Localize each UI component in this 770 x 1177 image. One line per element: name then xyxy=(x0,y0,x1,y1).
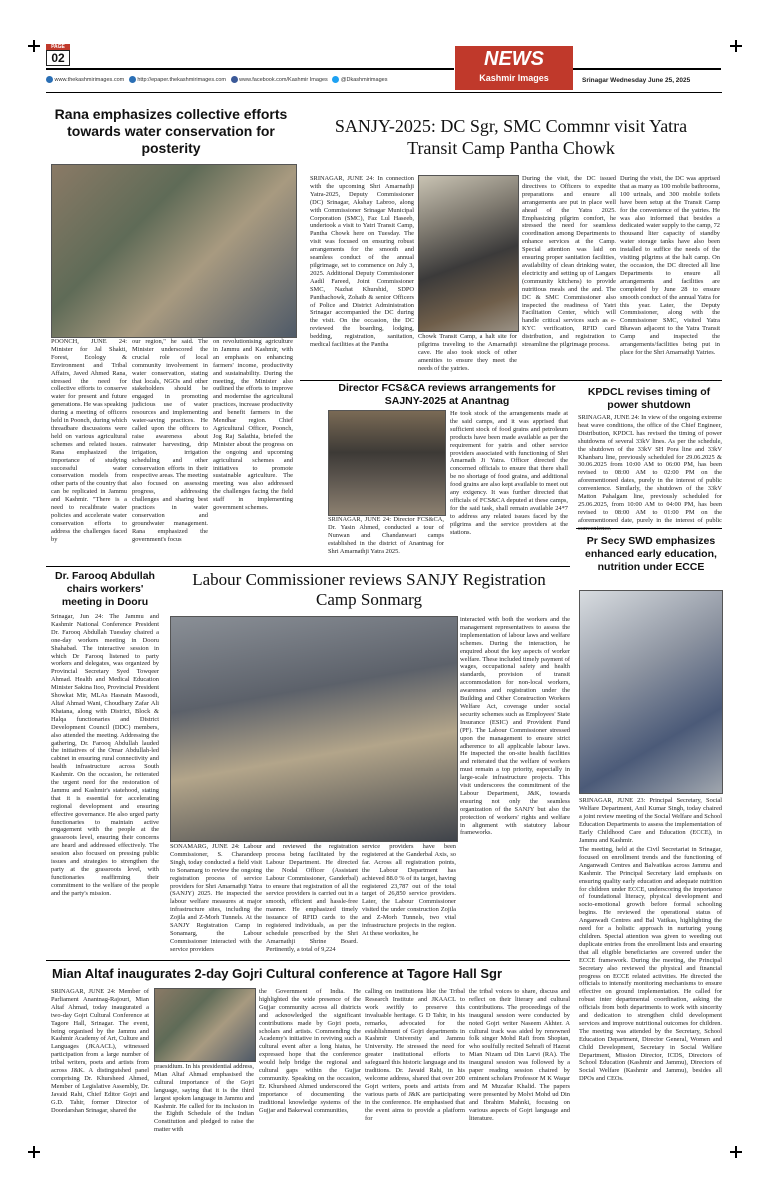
farooq-body: Srinagar, Jun 24: The Jammu and Kashmir National Conference President Dr. Farooq Abdullah Tuesday chaired a one-day workers meeting in Dooru Shahabad. The interactive session in which Dr Farooq listened to party workers and delegates, was organized by Provincial Secretary Syed Towqeer Ahmad. Health and Medical Education Minister Sakina Itoo, Provincial President Showkat Mir, MLAs Hasnain Masoodi, Altaf Ahmad Wani, Choudhary Zafar Ali Khatana, along with District, Block & Halqa functionaries and District Development Council (DDC) members, also attended the meeting. Addressing the gathering, Dr. Farooq Abdullah lauded the initiatives of the Omar Abdullah-led cabinet in ensuring rural connectivity and health infrastructure across South Kashmir. On the occasion, he reiterated the urgent need for the restoration of Jammu and Kashmir's statehood, stating that it is essential for accelerating regional development and ensuring effective governance. He also urged party functionaries to maintain active engagement with the people at the grassroots level, ensuring their concerns are heard and addressed effectively. The session also focused on pressing public issues and strategies to strengthen the party at the grassroots level, with functionaries reaffirming their commitment to the welfare of the people and the party's mission. xyxy=(51,613,159,897)
dateline: Srinagar Wednesday June 25, 2025 xyxy=(582,77,691,84)
header-links xyxy=(46,76,454,86)
swd-body: The meeting, held at the Civil Secretariat in Srinagar, focused on enrollment trends and the functioning of Anganwadi Centres and Balvatikas across Jammu and Kashmir. The Principal Secretary laid emphasis on ensuring quality early education and adequate nutrition for children under ECCE, underscoring the importance of foundational literacy, physical development and socio-emotional growth before formal schooling begins. He reviewed the operational status of Anganwadi Centres and Bal Vatikas, highlighting the need for a holistic approach in nurturing young children. Special attention was given to weeding out duplicate entries from the enrollment lists and ensuring that all eligible beneficiaries are covered under the ECCE framework. During the meeting, the Principal Secretary also reviewed the physical and financial progress on ECCE related activities. He directed the officials to intensify monitoring mechanisms to ensure effective on ground implementation. He called for robust inter departmental coordination, asking the officials from both departments to work with sincerity and dedication to strengthen child development services and improve nutritional outcomes for children. The meeting was attended by the Secretary, School Education Department, Director General, Women and Child Development, Secretary in Social Welfare Department, Mission Director, ICDS, Directors of School Education (Kashmir and Jammu), Directors of Social Welfare (Kashmir and Jammu), besides all DPOs and CEOs. xyxy=(579,846,722,1083)
fcs-caption: SRINAGAR, JUNE 24: Director FCS&CA, Dr. Yasin Ahmed, conducted a tour of Nunwan and Chandanwari camps established in the district of Anantnag for Shri Amarnathji Yatra 2025. xyxy=(328,516,444,555)
page-label: PAGE xyxy=(46,44,70,50)
labour-col3: service providers have been registered at the Ganderbal Axis, so far. Across all registration points, the Labour Department has achieved 88.0 % of its target, having registered 23,787 out of the total target of 26,850 service providers. Later, the Labour Commissioner visited the under construction Zojila and Z-Morh Tunnels, two vital infrastructure projects in the region. At these worksites, he xyxy=(362,843,456,937)
gojri-col3: the Government of India. He highlighted the wide presence of the Gujjar community across all districts and acknowledged the significant contributions made by Gojri poets, scholars and artists. Commending the Academy's initiative in reviving such a cultural event after a long hiatus, he expressed hope that the conference would help bridge the regional and cultural gaps within the Gujjar community. Speaking on the occasion, Er. Khursheed Ahmed underscored the importance of documenting the traditional knowledge systems of the Gujjar and Bakerwal communities, xyxy=(259,988,361,1114)
gojri-headline: Mian Altaf inaugurates 2-day Gojri Cultural conference at Tagore Hall Sgr xyxy=(52,966,503,981)
header-rule-right xyxy=(573,68,721,70)
gojri-col1: SRINAGAR, JUNE 24: Member of Parliament Anantnag-Rajouri, Mian Altaf Ahmad, today inaugurated a two-day Gojri Cultural Conference at Tagore Hall, Srinagar. The event, being organised by the Jammu and Kashmir Academy of Art, Culture and Languages (JKAACL), witnessed participation from a large number of tribal writers, poets and artists from across J&K. A distinguished panel comprising Dr. Khursheed Ahmed, Member of Legislative Assembly, Dr. Javaid Rahi, Chief Editor Gojri and G.D. Tahir, former Director of Doordarshan Srinagar, shared the xyxy=(51,988,149,1114)
fcs-body: He took stock of the arrangements made at the said camps, and it was apprised that sufficient stock of food grains and petroleum products have been made available as per the requirement for yatris and other service providers associated with functioning of Shri Amarnath Ji Yatra. Officer directed the concerned officials to ensure that there shall be no shortage of food grains, and additional food grains are also kept available to meet out any exigency. It was further directed that officials of FCS&CA deputed at these camps, for the said task, shall remain available 24*7 to address any related issues faced by the pilgrims and the service providers at the stations. xyxy=(450,410,568,536)
header-bottom-rule xyxy=(46,92,722,93)
website-link[interactable]: www.thekashmirimages.com xyxy=(54,76,125,83)
kpdcl-headline: KPDCL revises timing of power shutdown xyxy=(587,386,711,411)
sanjy-dc-photo xyxy=(418,175,519,332)
labour-col4: interacted with both the workers and the management representatives to assess the implementation of labour laws and welfare schemes. During the interaction, he enquired about the key aspects of worker welfare. These included timely payment of wages, occupational safety and health standards, provision of transit accommodation for non-local workers, awareness and registration under the Building and Other Construction Workers Welfare Act, coverage under social security schemes such as Employees' State Insurance (ESIC) and Provident Fund (PF). The Labour Commissioner stressed upon the management to ensure strict adherence to all applicable labour laws. He inspected the on-site health facilities and reiterated that the welfare of workers must remain a top priority, especially in large-scale infrastructure projects. This visit underscores the commitment of the Labour Department, J&K, towards ensuring not only the seamless organization of the SANJY but also the protection of workers' rights and welfare in alignment with statutory labour frameworks. xyxy=(460,616,570,837)
crop-mark-bottom-right xyxy=(730,1146,742,1158)
epaper-icon xyxy=(129,76,136,83)
twitter-icon xyxy=(332,76,339,83)
sanjy-dc-col4: During the visit, the DC was apprised that as many as 100 mobile bathrooms, 100 urinals, and 300 mobile toilets have been setup at the Transit Camp for the convenience of the yatries. He was also informed that besides a dedicated water supply to the camp, 72 thousand liter capacity of standby water storage tanks have also been installed to suffice the needs of the visiting pilgrims at the halt camp. On the occasion, the DC directed all line Departments to ensure all arrangements and facilities are completed by June 28 to ensure smooth conduct of the annual Yatra for this year. Later, the Deputy Commissioner, along with the Commissioner SMC, visited Yatra Bhawan adjacent to the Yatra Transit Camp and inspected the arrangements/facilities being put in place for the Shri Amarnathji Yatries. xyxy=(620,175,720,356)
labour-col2: and reviewed the registration process being facilitated by the Labour Department. He directed the Nodal Officer (Assistant Labour Commissioner, Ganderbal) to ensure that registration of all the service providers is carried out in a smooth, efficient and hassle-free manner. He emphasized timely issuance of RFID cards to the registered individuals, as per the schedule prescribed by the Shri Amarnathji Shrine Board. Pertinently, a total of 9,224 xyxy=(266,843,358,953)
gojri-col2: praesidium. In his presidential address, Mian Altaf Ahmad emphasised the cultural importance of the Gojri language, saying that it is the third largest spoken language in Jammu and Kashmir. He called for its inclusion in the Eighth Schedule of the Indian Constitution and pledged to raise the matter with xyxy=(154,1063,254,1134)
gojri-photo xyxy=(154,988,256,1062)
sanjy-dc-col1: SRINAGAR, JUNE 24: In connection with the upcoming Shri Amarnathji Yatra-2025, Deputy Commissioner (DC) Srinagar, Akshay Labroo, along with Commissioner Srinagar Municipal Corporation (SMC), Faz Lul Haseeb, undertook a visit to Yatri Transit Camp, Pantha Chowk here on Tuesday. The visit was focused on ensuring robust arrangements for the smooth and seamless conduct of the annual pilgrimage, set to commence on July 3, 2025. Additional Deputy Commissioner Aadil Fareed, Joint Commissioner SMC, Nazhat Khurshid, SDPO Panthachowk, Zohaib & senior Officers of Police and District Administration Srinagar accompanied the DC during the visit. On the occasion, the DC reviewed the boarding, lodging, bedding, registration, sanitation, medical facilities at the Pantha xyxy=(310,175,414,349)
twitter-link[interactable]: @Dkashmirimages xyxy=(340,76,388,83)
sanjy-dc-col3: During the visit, the DC issued directives to Officers to expedite preparations and ensure all arrangements are put in place well ahead of the Yatra 2025. Emphasizing pilgrim comfort, he stressed the need for seamless coordination among Departments to enhance services at the Camp. Special attention was laid on ensuring proper sanitation facilities, availability of clean drinking water, electricity and setting up of Langars (community kitchens) to provide nutritious meals and the and. The DC & SMC Commissioner also inspected the readiness of Yatri Facilitation Center, which will handle critical services such as e-KYC verification, RFID card distribution, and registration to streamline the pilgrimage process. xyxy=(522,175,616,349)
rana-col1: POONCH, JUNE 24: Minister for Jal Shakti, Forest, Ecology & Environment and Tribal Affairs, Javed Ahmed Rana, stressed the need for collective efforts to conserve water for present and future generations. He was speaking during a meeting of officers held in Poonch, during which threadbare discussions were held on various agricultural schemes and related issues. Rana emphasized the importance of studying successful water conservation models from other parts of the country that can be replicated in Jammu and Kashmir. "There is a need to recalibrate water policies and accelerate water conservation efforts to address the challenges faced by xyxy=(51,338,127,543)
page-badge xyxy=(46,44,70,66)
farooq-headline: Dr. Farooq Abdullah chairs workers' meeting in Dooru xyxy=(55,570,155,608)
crop-mark-bottom-left xyxy=(28,1146,40,1158)
page-number: 02 xyxy=(46,50,70,66)
sanjy-dc-headline: SANJY-2025: DC Sgr, SMC Commnr visit Yatra Transit Camp Pantha Chowk xyxy=(334,116,688,158)
swd-caption: SRINAGAR, JUNE 23: Principal Secretary, Social Welfare Department, Anil Kumar Singh, today chaired a joint review meeting of the Social Welfare and School Education Departments to assess the implementation of Early Childhood Care and Education (ECCE), in Jammu and Kashmir. xyxy=(579,797,722,844)
rana-col2: our region," he said. The Minister underscored the crucial role of local community involvement in water conservation, stating that locals, NGOs and other stakeholders should be engaged in promoting judicious use of water resources and implementing water-saving practices. He called upon the officers to raise awareness about rainwater harvesting, drip irrigation, irrigation scheduling and other conservation efforts in their respective areas. The meeting also focused on assessing progress, addressing challenges and sharing best practices in water conservation and groundwater management. Rana emphasized the government's focus xyxy=(132,338,208,543)
paper-name: Kashmir Images xyxy=(479,73,549,83)
crop-mark-top-left xyxy=(28,40,40,52)
divider-3 xyxy=(46,960,570,961)
masthead xyxy=(455,46,573,90)
divider-kpdcl xyxy=(576,528,722,529)
epaper-link[interactable]: http://epaper.thekashmirimages.com xyxy=(137,76,226,83)
rana-headline: Rana emphasizes collective efforts towards water conservation for posterity xyxy=(54,106,288,156)
facebook-link[interactable]: www.facebook.com/Kashmir Images xyxy=(239,76,328,83)
swd-photo xyxy=(579,590,723,794)
fcs-headline: Director FCS&CA reviews arrangements for SAJNY-2025 at Anantnag xyxy=(338,382,556,407)
facebook-icon xyxy=(231,76,238,83)
crop-mark-top-right xyxy=(730,40,742,52)
divider-1 xyxy=(300,380,722,381)
labour-photo xyxy=(170,616,458,842)
header-rule xyxy=(46,68,454,70)
kpdcl-body: SRINAGAR, JUNE 24: In view of the ongoing extreme heat wave conditions, the office of the Chief Engineer, Distribution, KPDCL has revised the timing of power shutdowns of several 33kV lines. As per the schedule, the shutdown of the 33kV SH Pora line and 33kV Khanbaru line, previously scheduled for 29.06.2025 & 30.06.2025 from 10:00 AM to 06:00 PM, has been revised to 08:00 AM to 02:00 PM on the aforementioned dates, purely in the interest of public convenience. Similarly, the shutdown of the 33kV Matton Pahalgam line, previously scheduled for 25.06.2025, from 10:00 AM to 04:00 PM, has been revised to 08:00 AM to 01:00 PM on the aforementioned date, purely in the interest of public xyxy=(578,414,722,524)
labour-headline: Labour Commissioner reviews SANJY Registration Camp Sonmarg xyxy=(192,570,546,609)
section-title: NEWS xyxy=(484,48,544,70)
sanjy-dc-col2-bottom: Chowk Transit Camp, a halt site for pilgrims traveling to the Amarnathji cave. He also took stock of other amenities to ensure they meet the needs of the yatries. xyxy=(418,333,517,372)
gojri-col5: the tribal voices to share, discuss and reflect on their literary and cultural contributions. The proceedings of the inaugural session were conducted by noted Gojri writer Naseem Akhter. A cultural track was aided by renowned folk singer Mohd Rafi from Shopian, who soulfully recited Sehrafi of Hazrat Mian Nizam ud Din Larvi (RA). The inaugural session was followed by a paper reading session chaired by eminent scholars Professor M K Waqar and M Muzafar Khalid. The papers were presented by Molvi Mohd ud Din and Ibrahim Mahnki, focusing on various aspects of Gojri language and literature. xyxy=(469,988,570,1122)
gojri-col4: calling on institutions like the Tribal Research Institute and JKAACL to work swiftly to preserve this invaluable heritage. G D Tahir, in his remarks, advocated for the establishment of Gojri departments in Kashmir University and Jammu University. He stressed the need for greater institutional efforts to safeguard this historic language and its traditions. Dr. Javaid Rahi, in his welcome address, shared that over 200 Gojri writers, poets and artists from various parts of J&K are participating in the conference. He emphasised that the event aims to provide a platform for xyxy=(365,988,465,1122)
divider-2 xyxy=(46,566,570,567)
swd-headline: Pr Secy SWD emphasizes enhanced early education, nutrition under ECCE xyxy=(585,535,717,573)
fcs-photo xyxy=(328,410,446,516)
labour-col1: SONAMARG, JUNE 24: Labour Commissioner, S. Charandeep Singh, today conducted a field visit to Sonamarg to review the ongoing registration process of service providers for Shri Amarnathji Yatra (SANJY) 2025. He inspected the labour welfare measures at major infrastructure sites, including the Zojila and Z-Morh Tunnels. At the SANJY Registration Camp in Sonamarg, the Labour Commissioner interacted with the service providers xyxy=(170,843,262,953)
rana-photo xyxy=(51,164,297,338)
globe-icon xyxy=(46,76,53,83)
rana-col3: on revolutionising agriculture in Jammu and Kashmir, with an emphasis on enhancing farmers' income, productivity and sustainability. During the meeting, the Minister also outlined the efforts to improve and modernise the agricultural practices, increase productivity and benefit farmers in the Mendhar region. Chief Agricultural Officer, Poonch, Jog Raj Salathia, briefed the Minister about the progress on the ongoing and upcoming agricultural schemes and initiatives to promote sustainable agriculture. The meeting was also addressed the challenges facing the field staff in implementing government schemes. xyxy=(213,338,293,512)
